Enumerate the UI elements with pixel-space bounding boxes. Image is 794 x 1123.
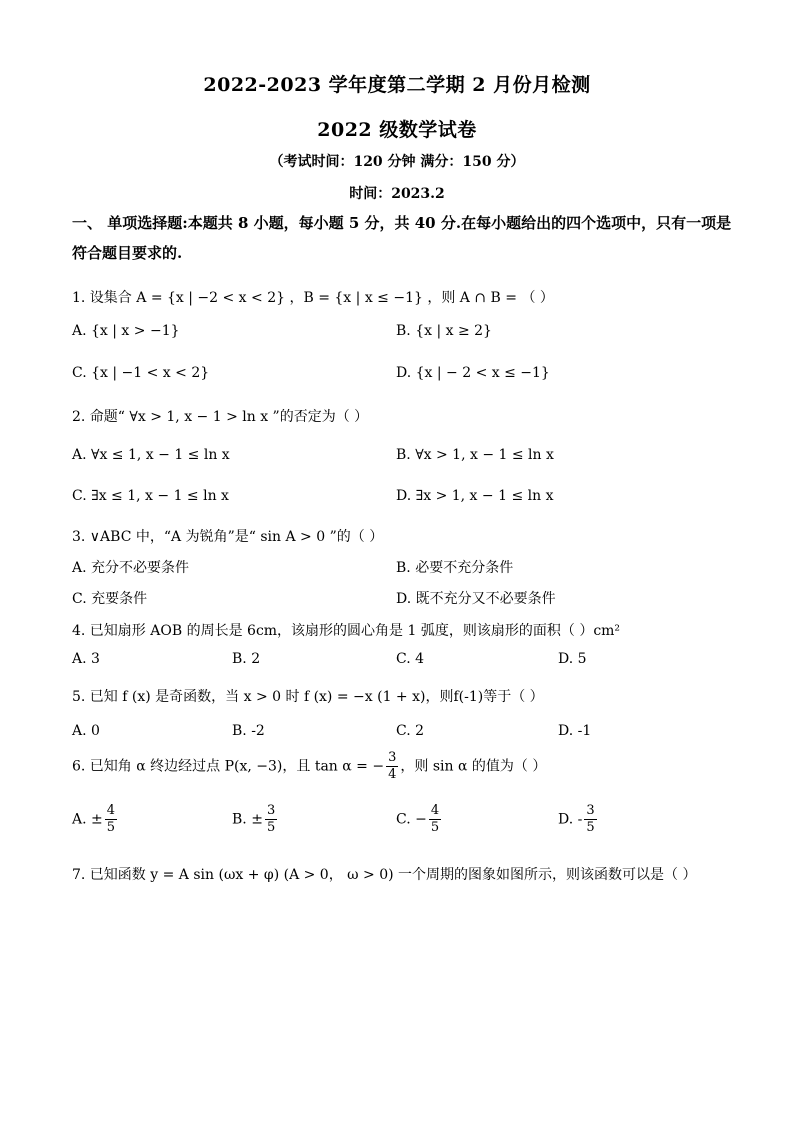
question-6-stem-before: 6. 已知角 α 终边经过点 P(x, −3)，且 tan α = −: [72, 758, 385, 775]
option-fraction: [105, 803, 117, 836]
question-6-fraction-numerator: 3: [388, 750, 397, 765]
question-5-option-a: A. 0: [72, 723, 100, 739]
question-1-option-c: C. {x | −1 < x < 2}: [72, 365, 210, 381]
question-6-option-a: [72, 803, 119, 836]
question-1-option-b: B. {x | x ≥ 2}: [396, 323, 492, 339]
question-3-option-a: A. 充分不必要条件: [72, 560, 190, 576]
option-numerator: 3: [266, 803, 276, 818]
option-denominator: 5: [430, 820, 440, 835]
question-6-option-c: [396, 803, 443, 836]
exam-title: 2022-2023 学年度第二学期 2 月份月检测: [203, 74, 591, 96]
question-3-option-d: D. 既不充分又不必要条件: [396, 591, 556, 607]
question-5-stem: 5. 已知 f (x) 是奇函数，当 x > 0 时 f (x) = −x (1 + x)，则f(-1)等于（ ）: [72, 689, 544, 705]
option-numerator: 3: [586, 803, 595, 818]
exam-date: 时间：2023.2: [349, 186, 445, 202]
question-6-stem: [72, 750, 546, 783]
option-sign: −: [415, 811, 427, 828]
question-3-stem: 3. ∨ABC 中，“A 为锐角”是“ sin A > 0 ”的（ ）: [72, 529, 384, 545]
section-heading: 一、 单项选择题:本题共 8 小题，每小题 5 分，共 40 分.在每小题给出的四个选项中，只有一项是符合题目要求的.: [72, 214, 732, 262]
option-label: C.: [396, 811, 411, 828]
question-6-fraction: [386, 750, 398, 783]
option-numerator: 4: [430, 803, 440, 818]
question-2-option-d: D. ∃x > 1, x − 1 ≤ ln x: [396, 488, 554, 504]
question-5-option-b: B. -2: [232, 723, 265, 739]
option-fraction: [429, 803, 441, 836]
question-6-fraction-denominator: 4: [388, 767, 397, 782]
question-6-option-d: [558, 803, 599, 836]
option-numerator: 4: [106, 803, 116, 818]
question-4-option-d: D. 5: [558, 651, 587, 667]
question-6-stem-after: ，则 sin α 的值为（ ）: [400, 758, 547, 775]
question-1-option-d: D. {x | − 2 < x ≤ −1}: [396, 365, 550, 381]
option-denominator: 5: [106, 820, 116, 835]
question-2-option-c: C. ∃x ≤ 1, x − 1 ≤ ln x: [72, 488, 229, 504]
option-label: A.: [72, 811, 87, 828]
option-label: B.: [232, 811, 247, 828]
option-fraction: [265, 803, 277, 836]
option-label: D.: [558, 811, 574, 828]
exam-subtitle: 2022 级数学试卷: [317, 119, 477, 141]
question-5-option-d: D. -1: [558, 723, 592, 739]
question-4-option-a: A. 3: [72, 651, 100, 667]
option-denominator: 5: [586, 820, 595, 835]
question-2-stem: 2. 命题“ ∀x > 1, x − 1 > ln x ”的否定为（ ）: [72, 409, 369, 425]
question-7-stem: 7. 已知函数 y = A sin (ωx + φ) (A > 0， ω > 0) 一个周期的图象如图所示，则该函数可以是（ ）: [72, 867, 697, 883]
question-4-stem: 4. 已知扇形 AOB 的周长是 6cm，该扇形的圆心角是 1 弧度，则该扇形的面积（ ）cm²: [72, 623, 621, 639]
question-3-option-b: B. 必要不充分条件: [396, 560, 514, 576]
question-6-option-b: [232, 803, 279, 836]
question-4-option-b: B. 2: [232, 651, 261, 667]
option-denominator: 5: [266, 820, 276, 835]
question-4-option-c: C. 4: [396, 651, 425, 667]
option-sign: ±: [251, 811, 263, 828]
question-1-stem: 1. 设集合 A = {x | −2 < x < 2} ，B = {x | x ≤ −1} ，则 A ∩ B = （ ）: [72, 290, 554, 306]
question-1-option-a: A. {x | x > −1}: [72, 323, 180, 339]
question-5-option-c: C. 2: [396, 723, 425, 739]
question-2-option-b: B. ∀x > 1, x − 1 ≤ ln x: [396, 447, 554, 463]
option-sign: -: [577, 811, 583, 828]
exam-info: （考试时间：120 分钟 满分：150 分）: [269, 154, 525, 170]
option-fraction: [584, 803, 596, 836]
question-2-option-a: A. ∀x ≤ 1, x − 1 ≤ ln x: [72, 447, 230, 463]
question-3-option-c: C. 充要条件: [72, 591, 148, 607]
option-sign: ±: [91, 811, 103, 828]
